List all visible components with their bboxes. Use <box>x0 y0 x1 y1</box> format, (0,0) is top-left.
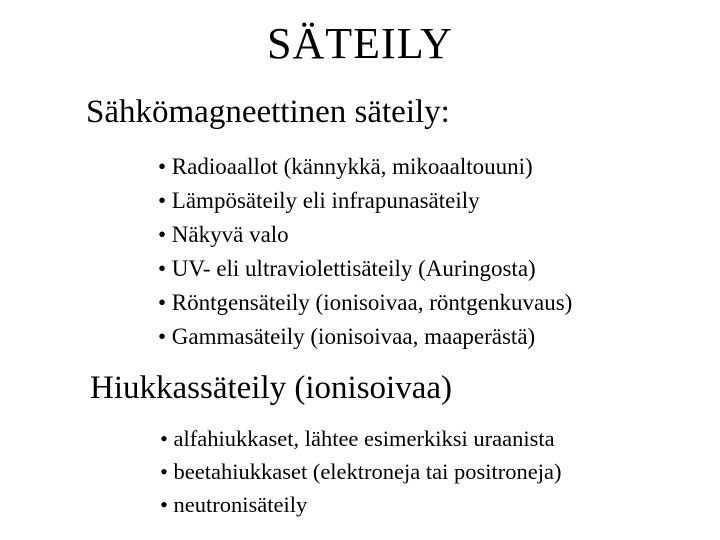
list-item: • Gammasäteily (ionisoivaa, maaperästä) <box>158 324 536 349</box>
list-item: • Näkyvä valo <box>158 222 289 247</box>
slide-title: SÄTEILY <box>267 19 453 68</box>
electromagnetic-radiation-list <box>158 150 572 354</box>
list-item: • Lämpösäteily eli infrapunasäteily <box>158 188 480 213</box>
list-item: • neutronisäteily <box>160 492 308 517</box>
section-heading-particle: Hiukkassäteily (ionisoivaa) <box>90 370 453 406</box>
list-item: • beetahiukkaset (elektroneja tai positroneja) <box>160 459 562 484</box>
list-item: • Radioaallot (kännykkä, mikoaaltouuni) <box>158 154 533 179</box>
list-item: • alfahiukkaset, lähtee esimerkiksi uraanista <box>160 426 555 451</box>
section-heading-electromagnetic: Sähkömagneettinen säteily: <box>86 94 450 130</box>
list-item: • UV- eli ultraviolettisäteily (Auringosta) <box>158 256 536 281</box>
particle-radiation-list <box>160 422 561 521</box>
list-item: • Röntgensäteily (ionisoivaa, röntgenkuvaus) <box>158 290 573 315</box>
